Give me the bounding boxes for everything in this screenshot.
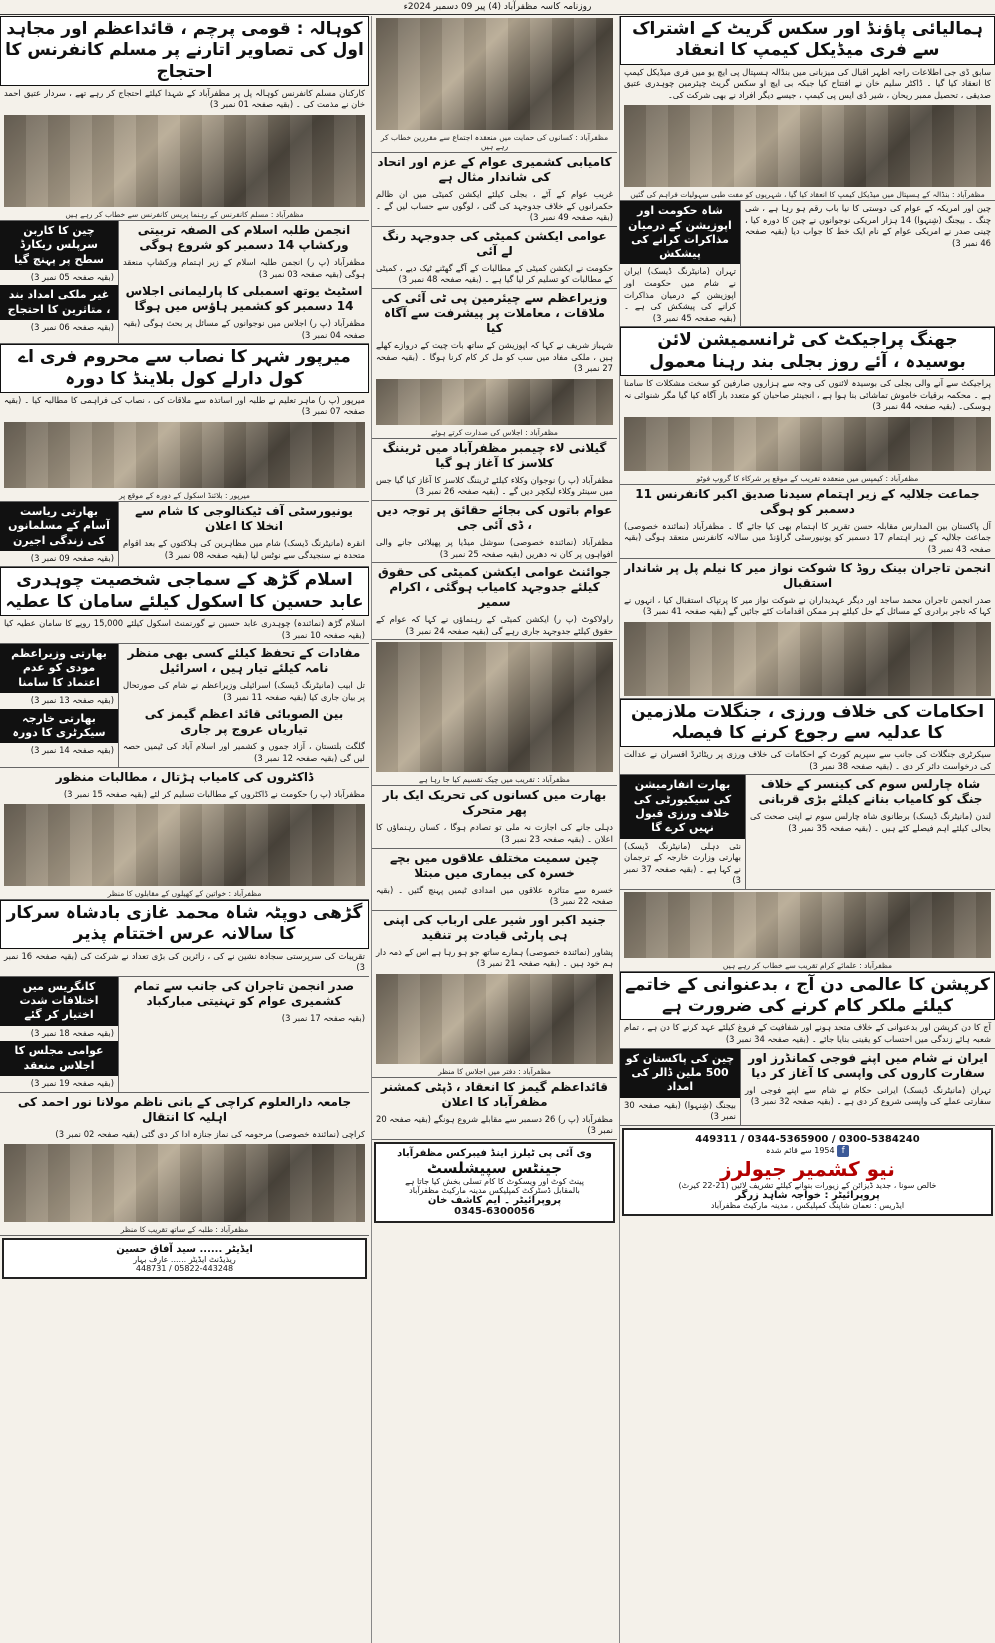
article-body: (بقیہ صفحہ 14 نمبر 3) [30, 745, 114, 756]
article-body: سیکرٹری جنگلات کی جانب سے سپریم کورٹ کے احکامات کی خلاف ورزی پر ریٹائرڈ افسران نے عدالت کی درخواست دائر کر دی ۔ (بقیہ صفحہ 38 نمبر 3) [624, 749, 991, 771]
photo-caption: مظفرآباد : کسانوں کی حمایت میں منعقدہ اجتماع سے مقررین خطاب کر رہے ہیں [380, 133, 609, 151]
headline: جھنگ پراجیکٹ کی ٹرانسمیشن لائن بوسیدہ ، آئے روز بجلی بند رہنا معمول [620, 327, 995, 376]
article-kohala [0, 16, 369, 221]
article-body: آج کا دن کرپشن اور بدعنوانی کے خلاف متحد ہونے اور شفافیت کے فروغ کیلئے عہد کرنے کا دن ہے ، تمام شعبہ ہائے زندگی میں احتساب کو یقینی بنایا جائے ۔ (بقیہ صفحہ 34 نمبر 3) [624, 1022, 991, 1045]
news-photo [376, 642, 613, 772]
article-body: مظفرآباد (پ ر) نوجوان وکلاء کیلئے ٹریننگ کلاسز کا آغاز کیا گیا جس میں سینئر وکلاء لیکچر دیں گے ۔ (بقیہ صفحہ 26 نمبر 3) [376, 474, 613, 497]
article-body: غریب عوام کے آٹے ، بجلی کیلئے ایکشن کمیٹی میں ان ظالم حکمرانوں کے خلاف جدوجہد کی گئی ، لوگوں سے حساب لیں گے ۔ (بقیہ صفحہ 49 نمبر 3) [376, 189, 613, 223]
ad-desc: خالص سونا ، جدید ڈیزائن کے زیورات بنوانے کیلئے تشریف لائیں (21-22 کیرٹ) [678, 1180, 937, 1190]
article-body: میرپور (پ ر) ماہر تعلیم نے طلبہ اور اساتذہ سے ملاقات کی ، نصاب کی فراہمی کا مطالبہ کیا ۔ (بقیہ صفحہ 07 نمبر 3) [4, 394, 365, 417]
article-body: تل ابیب (مانیٹرنگ ڈیسک) اسرائیلی وزیراعظم نے شام کی صورتحال پر بیان جاری کیا (بقیہ صفحہ 11 نمبر 3) [123, 680, 365, 702]
headline: شاہ چارلس سوم کی کینسر کے خلاف جنگ کو کامیاب بنانے کیلئے بڑی قربانی [758, 777, 983, 807]
headline: قائداعظم گیمز کا انعقاد ، ڈپٹی کمشنر مظفرآباد کا اعلان [381, 1079, 608, 1109]
article-gallows [119, 502, 369, 566]
news-photo [624, 622, 991, 696]
headline: احکامات کی خلاف ورزی ، جنگلات ملازمین کا عدلیہ سے رجوع کرنے کا فیصلہ [620, 699, 995, 748]
article-body: نئی دہلی (مانیٹرنگ ڈیسک) بھارتی وزارت خارجہ کے ترجمان نے کہا ہے ۔ (بقیہ صفحہ 37 نمبر 3) [624, 840, 742, 886]
side-box [0, 977, 119, 1092]
headline: انجمن طلبہ اسلام کی الصفہ تربیتی ورکشاپ 14 دسمبر کو شروع ہوگی [137, 222, 351, 252]
article-body: شہباز شریف نے کہا کہ اپوزیشن کے ساتھ بات چیت کے دروازے کھلے ہیں ، ملکی مفاد میں سب کو مل کر کام کرنا ہوگا ۔ (بقیہ صفحہ 27 نمبر 3) [376, 339, 613, 374]
headline: عوام باتوں کی بجائے حقائق پر توجہ دیں ، ڈی آئی جی [376, 502, 613, 532]
headline: ہمالیائی پاؤنڈ اور سکس گریٹ کے اشتراک سے فری میڈیکل کیمپ کا انعقاد [620, 16, 995, 65]
resident-editor: ریذیڈنٹ ایڈیٹر ...... عارف بہار [133, 1255, 236, 1265]
article-health [372, 849, 617, 911]
photo-caption: میرپور : بلائنڈ اسکول کے دورہ کے موقع پر [119, 491, 250, 500]
article-row [0, 644, 369, 767]
article-power-project [620, 327, 995, 484]
news-photo [376, 18, 613, 130]
article-traders2 [119, 977, 369, 1092]
headline: شاہ حکومت اور اپوزیشن کے درمیان مذاکرات کرانے کی پیشکش [620, 201, 740, 264]
article-traders [620, 559, 995, 699]
article-body: (بقیہ صفحہ 18 نمبر 3) [30, 1027, 114, 1038]
headline: گیلانی لاء چیمبر مظفرآباد میں ٹریننگ کلاسز کا آغاز ہو گیا [382, 440, 607, 470]
article-cancer [741, 201, 995, 326]
headline: کوہالہ : قومی پرچم ، قائداعظم اور مجاہد اول کی تصاویر اتارنے پر مسلم کانفرنس کا احتجاج [0, 16, 369, 86]
headline: جامعہ دارالعلوم کراچی کے بانی ناظم مولانا نور احمد کی اہلیہ کا انتقال [17, 1094, 352, 1124]
headline: کامیابی کشمیری عوام کے عزم اور اتحاد کی شاندار مثال ہے [377, 155, 612, 184]
headline: اسٹیٹ یوتھ اسمبلی کا پارلیمانی اجلاس 14 دسمبر کو کشمیر ہاؤس میں ہوگا [125, 284, 363, 314]
article-body: تقریبات کی سرپرستی سجادہ نشین نے کی ، زائرین کی بڑی تعداد نے شرکت کی (بقیہ صفحہ 16 نمبر 3) [4, 950, 365, 973]
column-right [619, 16, 995, 1643]
headline: بھارتی خارجہ سیکرٹری کا دورہ [0, 709, 118, 744]
ad-phone: 0345-6300056 [454, 1206, 535, 1218]
article-school [0, 344, 369, 502]
headline: بھارتی وزیراعظم مودی کو عدم اعتماد کا سامنا [0, 644, 118, 693]
photo-block [620, 890, 995, 972]
headline: صدر انجمن تاجران کی جانب سے تمام کشمیری عوام کو تہنیتی مبارکباد [133, 978, 355, 1008]
news-photo [4, 115, 365, 207]
photo-caption: مظفرآباد : طلبہ کے ساتھ تقریب کا منظر [120, 1225, 249, 1235]
article-body: مظفرآباد (پ ر) 26 دسمبر سے مقابلے شروع ہونگے (بقیہ صفحہ 20 نمبر 3) [376, 1113, 614, 1136]
ad-owner: پروپرائیٹر ۔ ایم کاشف خان [427, 1195, 562, 1207]
article-kashmir [372, 153, 617, 227]
news-photo [624, 105, 991, 187]
facebook-icon: f [837, 1145, 849, 1157]
article-body: مظفرآباد (پ ر) انجمن طلبہ اسلام کے زیر اہتمام ورکشاپ منعقد ہوگی (بقیہ صفحہ 03 نمبر 3) [123, 256, 365, 279]
article-body: تہران (مانیٹرنگ ڈیسک) ایران نے شام میں حکومت اور اپوزیشن کے درمیان مذاکرات کرانے کی پیشکش کی ہے ۔ (بقیہ صفحہ 45 نمبر 3) [624, 266, 736, 323]
article-body: چین اور امریکہ کے عوام کی دوستی کا نیا باب رقم ہو رہا ہے ، شی چنگ ۔ بیجنگ (شِنہوا) 14 ہزار امریکی نوجوانوں نے چین کا دورہ کیا ، چینی صدر نے امریکی عوام کے نام ایک خط کا جواب دیا (بقیہ صفحہ 46 نمبر 3) [745, 203, 991, 249]
article-gilani [372, 439, 617, 501]
news-photo [4, 1144, 365, 1222]
article-body: گلگت بلتستان ، آزاد جموں و کشمیر اور اسلام آباد کی ٹیمیں حصہ لیں گی (بقیہ صفحہ 12 نمبر 3) [123, 741, 365, 763]
headline: کرپشن کا عالمی دن آج ، بدعنوانی کے خاتمے کیلئے ملکر کام کرنے کی ضرورت ہے [620, 972, 995, 1021]
article-iran [741, 1049, 995, 1125]
headline: چین کی پاکستان کو 500 ملین ڈالر کی امداد [620, 1049, 740, 1098]
ad-address: ایڈریس : نعمان شاپنگ کمپلیکس ، مدینہ مارکیٹ مظفرآباد [710, 1200, 905, 1210]
ad-desc: پینٹ کوٹ اور ویسکوٹ کا کام تسلی بخش کیا جاتا ہے [405, 1177, 584, 1187]
article-body: انقرہ (مانیٹرنگ ڈیسک) شام میں مظاہرین کی ہلاکتوں کے بعد اقوام متحدہ نے سنجیدگی سے نوٹس لیا (بقیہ صفحہ 08 نمبر 3) [123, 538, 365, 560]
article-party [372, 911, 617, 1078]
news-photo [376, 974, 613, 1064]
article-body: مظفرآباد (پ ر) حکومت نے ڈاکٹروں کے مطالبات تسلیم کر لئے (بقیہ صفحہ 15 نمبر 3) [63, 788, 365, 799]
article-body: کارکنان مسلم کانفرنس کوہالہ پل پر مظفرآباد کے شہدا کیلئے احتجاج کر رہے تھے ، سردار عتیق احمد خان نے مذمت کی ۔ (بقیہ صفحہ 01 نمبر 3) [4, 87, 365, 110]
article-row [620, 201, 995, 327]
side-box [620, 201, 741, 326]
ad-title: وی آئی پی ٹیلرز اینڈ فیبرکس مظفرآباد [397, 1148, 592, 1160]
headline: عوامی ایکشن کمیٹی کی جدوجہد رنگ لے آئی [382, 228, 607, 258]
article-quaid [372, 1078, 617, 1140]
headline: چین سمیت مختلف علاقوں میں بچے خسرہ کی بیماری میں مبتلا [389, 850, 600, 880]
ad-phones: 0300-5384240 / 0344-5365900 / 449311 [695, 1133, 920, 1145]
article-islamgarh [0, 567, 369, 644]
article-body: مظفرآباد (نمائندہ خصوصی) سوشل میڈیا پر پھیلائی جانے والی افواہوں پر کان نہ دھریں (بقیہ صفحہ 25 نمبر 3) [376, 536, 613, 559]
headline: بھارت میں کسانوں کی تحریک ایک بار پھر متحرک [382, 788, 607, 818]
article-body: تہران (مانیٹرنگ ڈیسک) ایرانی حکام نے شام سے اپنے فوجی اور سفارتی عملے کی واپسی شروع کر دی ہے ۔ (بقیہ صفحہ 32 نمبر 3) [745, 1084, 991, 1107]
article-body: (بقیہ صفحہ 19 نمبر 3) [30, 1077, 114, 1088]
editor-name: ایڈیٹر ...... سید آفاق حسین [116, 1244, 253, 1256]
photo-caption: مظفرآباد : دفتر میں اجلاس کا منظر [438, 1066, 551, 1076]
article-doctor [0, 768, 369, 901]
article-body: کراچی (نمائندہ خصوصی) مرحومہ کی نماز جنازہ ادا کر دی گئی (بقیہ صفحہ 02 نمبر 3) [55, 1128, 365, 1139]
news-photo [4, 804, 365, 886]
photo-block [372, 640, 617, 786]
ad-owner: پروپرائیٹر : خواجہ شاہد زرگر [735, 1189, 880, 1201]
article-corruption [620, 972, 995, 1049]
headline: یونیورسٹی آف ٹیکنالوجی کا شام سے انخلا کا اعلان [135, 504, 353, 533]
article-medical-camp [620, 16, 995, 201]
headline: بھارت انفارمیشن کی سیکیورٹی کی خلاف ورزی قبول نہیں کرے گا [620, 775, 745, 838]
article-body: (بقیہ صفحہ 13 نمبر 3) [30, 695, 114, 706]
headline: بھارتی ریاست آسام کے مسلمانوں کی زندگی اجیرن [0, 502, 118, 551]
side-box [0, 502, 119, 566]
article-farmers [372, 786, 617, 848]
side-box [0, 644, 119, 766]
article-body: لندن (مانیٹرنگ ڈیسک) برطانوی شاہ چارلس سوم نے اپنی صحت کی بحالی کیلئے اہم فیصلے کئے ہیں ۔ (بقیہ صفحہ 35 نمبر 3) [750, 811, 991, 833]
photo-caption: مظفرآباد : خواتین کے کھیلوں کے مقابلوں کا منظر [107, 889, 262, 899]
article-row [0, 221, 369, 344]
article-charles [746, 775, 995, 889]
article-meeting [372, 289, 617, 439]
article-body: (بقیہ صفحہ 05 نمبر 3) [30, 271, 114, 282]
headline: گڑھی دوپٹہ شاہ محمد غازی بادشاہ سرکار کا سالانہ عرس اختتام پذیر [0, 900, 369, 949]
jeweller-ad [622, 1128, 993, 1216]
side-box [620, 775, 746, 889]
article-gadhi [0, 900, 369, 977]
article-jamaat [620, 485, 995, 559]
article-body: (بقیہ صفحہ 09 نمبر 3) [30, 552, 114, 563]
ad-est: f 1954 سے قائم شدہ [628, 1145, 987, 1157]
article-body: صدر انجمن تاجران محمد ساجد اور دیگر عہدیداران نے شوکت نواز میر کا پرتپاک استقبال کیا ، انہوں نے کہا کہ تاجر برادری کے مسائل کے حل کیلئے ہر ممکن اقدامات کئے جائیں گے (بقیہ صفحہ 41 نمبر 3) [624, 594, 991, 617]
side-box [0, 221, 119, 343]
article-row [0, 977, 369, 1093]
headline: ایران نے شام میں اپنے فوجی کمانڈرز اور سفارت کاروں کی واپسی کا آغاز کر دیا [748, 1050, 988, 1080]
article-body: پشاور (نمائندہ خصوصی) ہمارے ساتھ جو ہو رہا ہے اس کے ذمہ دار ہم خود ہیں ۔ (بقیہ صفحہ 21 نمبر 3) [376, 946, 613, 969]
headline: ڈاکٹروں کی کامیاب ہڑتال ، مطالبات منظور [55, 769, 314, 784]
article-rumors [372, 501, 617, 563]
headline: چین کا کاربن سرپلس ریکارڈ سطح پر پہنچ گیا [0, 221, 118, 270]
news-photo [624, 417, 991, 471]
article-body: بیجنگ (شِنہوا) (بقیہ صفحہ 30 نمبر 3) [624, 1099, 736, 1122]
photo-caption: مظفرآباد : مسلم کانفرنس کے رہنما پریس کانفرنس سے خطاب کر رہے ہیں [65, 209, 304, 219]
article-row [620, 1049, 995, 1126]
editor-box [2, 1238, 367, 1279]
news-photo [376, 379, 613, 425]
photo-caption: مظفرآباد : اجلاس کی صدارت کرتے ہوئے [431, 427, 558, 437]
photo-caption: مظفرآباد : علمائے کرام تقریب سے خطاب کر رہے ہیں [722, 960, 893, 970]
article-benefits [119, 644, 369, 766]
news-photo [624, 892, 991, 958]
article-cattle [372, 563, 617, 640]
headline: غیر ملکی امداد بند ، متاثرین کا احتجاج [0, 285, 118, 320]
headline: انجمن تاجران بینک روڈ کا شوکت نواز میر کا نیلم پل پر شاندار استقبال [624, 560, 991, 590]
headline: میرپور شہر کا نصاب سے محروم فری اے کول دارلے کول بلاینڈ کا دورہ [0, 344, 369, 393]
article-body: (بقیہ صفحہ 17 نمبر 3) [281, 1012, 365, 1023]
article-darululoom [0, 1093, 369, 1237]
headline: بین الصوبائی قائد اعظم گیمز کی تیاریاں عروج پر جاری [144, 707, 344, 737]
headline: جنید اکبر اور شیر علی ارباب کی اپنی ہی پارٹی قیادت پر تنقید [383, 912, 606, 942]
headline: جماعت جلالیہ کے زیر اہتمام سیدنا صدیق اکبر کانفرنس 11 دسمبر کو ہوگی [635, 486, 980, 516]
photo-caption: مظفرآباد : بنڈالہ کے ہسپتال میں میڈیکل کیمپ کا انعقاد کیا گیا ، شہریوں کو مفت طبی سہولیات فراہم کی گئیں [630, 190, 985, 200]
news-photo [4, 422, 365, 488]
headline: مفادات کے تحفظ کیلئے کسی بھی منظر نامہ کیلئے تیار ہیں ، اسرائیل [127, 646, 361, 676]
article-body: اسلام گڑھ (نمائندہ) چوہدری عابد حسین نے گورنمنٹ اسکول کیلئے 15,000 روپے کا سامان عطیہ کیا (بقیہ صفحہ 10 نمبر 3) [4, 617, 365, 640]
headline: عوامی مجلس کا اجلاس منعقد [0, 1041, 118, 1076]
ad-sub: جینٹس سپیشلسٹ [426, 1159, 563, 1178]
headline: اسلام گڑھ کے سماجی شخصیت چوہدری عابد حسین کا اسکول کیلئے سامان کا عطیہ [0, 567, 369, 616]
article-forest [620, 699, 995, 776]
headline: وزیراعظم سے چیئرمین پی ٹی آئی کی ملاقات ، معاملات پر پیشرفت سے آگاہ کیا [381, 290, 608, 335]
article-body: سابق ڈی جی اطلاعات راجہ اظہر اقبال کی میزبانی میں بنڈالہ ہسپتال پی ایچ یو میں فری میڈیکل کیمپ کا انعقاد کیا گیا ۔ ڈاکٹر سلیم خان نے افتتاح کیا جبکہ بی ایچ او سکس گریٹ چیئرمین چوہدری عتیق صدیقی ، تحصیل ممبر ریحان ، شیر ڈی ایس پی کیمپ ، جیسے دیگر افراد نے بھی شرکت کی۔ [624, 66, 991, 100]
article-row [0, 502, 369, 567]
article-action-committee [372, 227, 617, 289]
column-left [0, 16, 369, 1643]
article-row [620, 775, 995, 890]
column-middle [371, 16, 617, 1643]
masthead: روزنامہ کاسہ مظفرآباد (4) پیر 09 دسمبر 2024ء [0, 0, 995, 15]
ad-address: بالمقابل ڈسٹرکٹ کمپلیکس مدینہ مارکیٹ مظفرآباد [409, 1186, 580, 1196]
photo-caption: مظفرآباد : کیمپس میں منعقدہ تقریب کے موقع پر شرکاء کا گروپ فوٹو [696, 473, 919, 483]
article-body: دہلی جانے کی اجازت نہ ملی تو تصادم ہوگا ، کسان رہنماؤں کا اعلان ۔ (بقیہ صفحہ 23 نمبر 3) [376, 822, 613, 844]
article-body: مظفرآباد (پ ر) اجلاس میں نوجوانوں کے مسائل پر بحث ہوگی (بقیہ صفحہ 04 نمبر 3) [123, 318, 365, 340]
article-body: حکومت نے ایکشن کمیٹی کے مطالبات کے آگے گھٹنے ٹیک دیے ، کمیٹی کے مطالبات کو تسلیم کر لیا گیا ہے ۔ (بقیہ صفحہ 48 نمبر 3) [376, 262, 613, 285]
photo-caption: مظفرآباد : تقریب میں چیک تقسیم کیا جا رہا ہے [419, 775, 570, 785]
article-body: خسرہ سے متاثرہ علاقوں میں امدادی ٹیمیں پہنچ گئیں ۔ (بقیہ صفحہ 22 نمبر 3) [376, 884, 613, 907]
headline: جوائنٹ عوامی ایکشن کمیٹی کی حقوق کیلئے جدوجہد کامیاب ہوگئی ، اکرام سمیر [378, 565, 611, 610]
side-box [620, 1049, 741, 1125]
article-body: آل پاکستان بین المدارس مقابلہ حسن تقریر کا اہتمام بھی کیا جائے گا ۔ مظفرآباد (نمائندہ خصوصی) جماعت جلالیہ کے زیر اہتمام 17 دسمبر کو یونیورسٹی گراؤنڈ میں سالانہ کانفرنس منعقد ہوگی (بقیہ صفحہ 43 نمبر 3) [624, 520, 991, 554]
ad-title: نیو کشمیر جیولرز [720, 1156, 895, 1181]
vip-tailors-ad [374, 1142, 615, 1223]
article-body: راولاکوٹ (پ ر) ایکشن کمیٹی کے رہنماؤں نے کہا کہ عوام کے حقوق کیلئے جدوجہد جاری رہے گی (بقیہ صفحہ 24 نمبر 3) [376, 614, 613, 636]
editor-phone: 05822-443248 / 448731 [135, 1264, 234, 1274]
article-students [119, 221, 369, 343]
photo-block [372, 16, 617, 153]
article-body: پراجیکٹ سے آنے والی بجلی کی بوسیدہ لائنوں کی وجہ سے ہزاروں صارفین کو سخت مشکلات کا سامنا ہے ۔ محکمہ برقیات خاموش تماشائی بنا ہوا ہے ، انجینئر صاحبان کو متعدد بار آگاہ کیا گیا مگر شنوائی نہ ہوسکی۔ (بقیہ صفحہ 44 نمبر 3) [624, 377, 991, 412]
article-body: (بقیہ صفحہ 06 نمبر 3) [30, 322, 114, 333]
headline: کانگریس میں اختلافات شدت اختیار کر گئے [0, 977, 118, 1026]
